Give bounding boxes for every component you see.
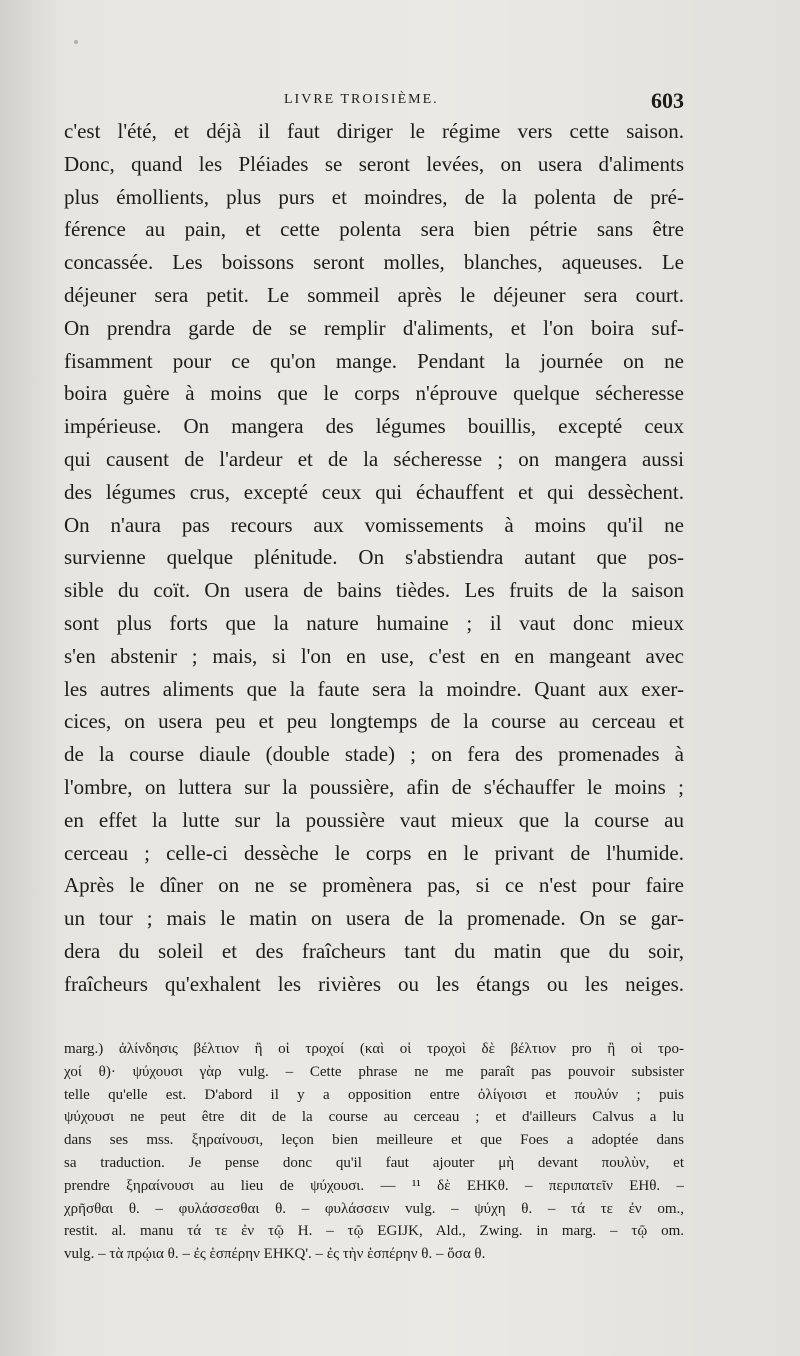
- text-line: sont plus forts que la nature humaine ; il vaut donc mieux: [64, 610, 684, 635]
- text-line: en effet la lutte sur la poussière vaut mieux que la course au: [64, 807, 684, 832]
- text-line: concassée. Les boissons seront molles, blanches, aqueuses. Le: [64, 250, 684, 275]
- footnote-line: restit. al. manu τά τε ἐν τῷ H. – τῷ EGIJK, Ald., Zwing. in marg. – τῷ om.: [64, 1223, 684, 1240]
- footnote-line: prendre ξηραίνουσι au lieu de ψύχουσι. — ¹¹ δὲ EHKθ. – περιπατεῖν EHθ. –: [64, 1177, 684, 1194]
- footnote-line: χοί θ)· ψύχουσι γὰρ vulg. – Cette phrase ne me paraît pas pouvoir subsister: [64, 1063, 684, 1080]
- text-line: fisamment pour ce qu'on mange. Pendant la journée on ne: [64, 348, 684, 373]
- page-number: 603: [651, 88, 684, 113]
- text-line: qui causent de l'ardeur et de la sécheresse ; on mangera aussi: [64, 446, 684, 471]
- footnote-line: marg.) ἀλίνδησις βέλτιον ἢ οἱ τροχοί (καὶ οἱ τροχοὶ δὲ βέλτιον pro ἢ οἱ τρο-: [64, 1041, 684, 1057]
- footnote-line: ψύχουσι ne peut être dit de la course au cerceau ; et d'ailleurs Calvus a lu: [64, 1109, 684, 1126]
- text-line: impérieuse. On mangera des légumes bouillis, excepté ceux: [64, 414, 684, 439]
- paper-speck: [74, 40, 78, 44]
- text-line: cerceau ; celle-ci dessèche le corps en le privant de l'humide.: [64, 840, 684, 865]
- footnotes: [64, 1038, 684, 1266]
- main-text: [64, 115, 684, 1001]
- text-line: plus émollients, plus purs et moindres, de la polenta de pré-: [64, 184, 684, 209]
- footnote-line: vulg. – τὰ πρῴια θ. – ἐς ἑσπέρην EHKQ'. – ἐς τὴν ἑσπέρην θ. – ὅσα θ.: [64, 1246, 486, 1263]
- text-line: On n'aura pas recours aux vomissements à moins qu'il ne: [64, 512, 684, 537]
- text-line: c'est l'été, et déjà il faut diriger le régime vers cette saison.: [64, 119, 684, 143]
- text-line: Donc, quand les Pléiades se seront levées, on usera d'aliments: [64, 151, 684, 176]
- text-line: survienne quelque plénitude. On s'abstiendra autant que pos-: [64, 545, 684, 570]
- text-line: un tour ; mais le matin on usera de la promenade. On se gar-: [64, 906, 684, 931]
- text-line: s'en abstenir ; mais, si l'on en use, c'est en en mangeant avec: [64, 643, 684, 668]
- text-line: fraîcheurs qu'exhalent les rivières ou les étangs ou les neiges.: [64, 971, 684, 996]
- footnote-line: dans ses mss. ξηραίνουσι, leçon bien meilleure et que Foes a adoptée dans: [64, 1132, 684, 1149]
- text-line: des légumes crus, excepté ceux qui échauffent et qui dessèchent.: [64, 479, 684, 504]
- text-line: Après le dîner on ne se promènera pas, si ce n'est pour faire: [64, 873, 684, 898]
- text-line: l'ombre, on luttera sur la poussière, afin de s'échauffer le moins ;: [64, 774, 684, 799]
- text-line: férence au pain, et cette polenta sera bien pétrie sans être: [64, 217, 684, 242]
- text-line: cices, on usera peu et peu longtemps de la course au cerceau et: [64, 709, 684, 734]
- text-line: sible du coït. On usera de bains tièdes. Les fruits de la saison: [64, 578, 684, 603]
- text-line: les autres aliments que la faute sera la moindre. Quant aux exer-: [64, 676, 684, 701]
- text-line: boira guère à moins que le corps n'éprouve quelque sécheresse: [64, 381, 684, 406]
- text-line: de la course diaule (double stade) ; on fera des promenades à: [64, 742, 684, 767]
- running-title: LIVRE TROISIÈME.: [284, 92, 439, 107]
- text-line: déjeuner sera petit. Le sommeil après le déjeuner sera court.: [64, 282, 684, 307]
- text-line: dera du soleil et des fraîcheurs tant du matin que du soir,: [64, 938, 684, 963]
- footnote-line: χρῆσθαι θ. – φυλάσσεσθαι θ. – φυλάσσειν vulg. – ψύχη θ. – τά τε ἐν om.,: [64, 1200, 684, 1217]
- footnote-line: telle qu'elle est. D'abord il y a opposition entre ὀλίγοισι et πουλύν ; puis: [64, 1086, 684, 1103]
- footnote-line: sa traduction. Je pense donc qu'il faut ajouter μὴ devant πουλὺν, et: [64, 1154, 684, 1171]
- text-line: On prendra garde de se remplir d'aliments, et l'on boira suf-: [64, 315, 684, 340]
